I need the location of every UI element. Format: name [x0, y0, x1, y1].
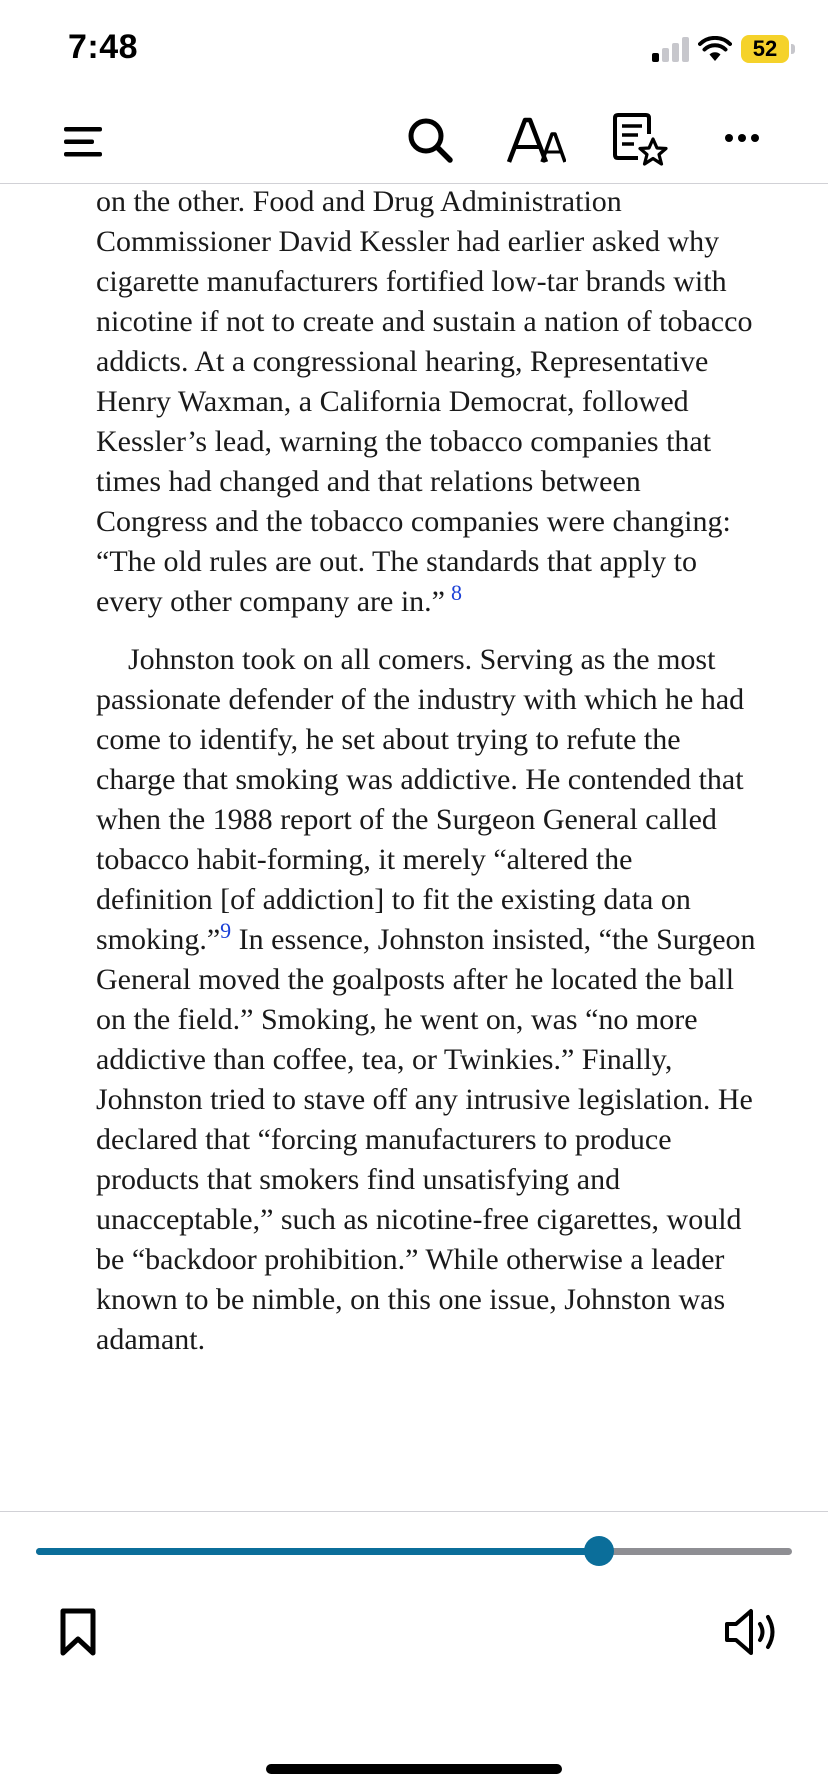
content-divider: [0, 1511, 828, 1512]
more-icon[interactable]: [722, 130, 762, 146]
reader-content[interactable]: [96, 182, 756, 1502]
paragraph: [96, 640, 756, 1360]
status-bar: [0, 0, 828, 100]
status-time: 7:48: [68, 28, 139, 66]
search-icon[interactable]: [406, 116, 454, 164]
font-size-icon[interactable]: [506, 114, 566, 166]
wifi-icon: [698, 36, 732, 62]
paragraph: [96, 182, 756, 622]
footnote-link[interactable]: 8: [451, 580, 462, 605]
paragraph-text: In essence, Johnston insisted, “the Surgeon General moved the goalposts after he located the ball on the field.” Smoking, he went on, was “no more addictive than coffee, tea, or Twinkies.” Finally, Johnston tried to stave off any intrusive legislation. He declared that “forcing manufacturers to produce products that smokers find unsatisfying and unacceptable,” such as nicotine-free cigarettes, would be “backdoor prohibition.” While otherwise a leader known to be nimble, on this one issue, Johnston was adamant.: [96, 923, 756, 1356]
progress-fill: [36, 1548, 599, 1555]
notes-icon[interactable]: [612, 112, 668, 168]
footnote-link[interactable]: 9: [220, 918, 232, 943]
home-indicator[interactable]: [266, 1764, 562, 1774]
battery-indicator: 52: [741, 35, 789, 63]
speaker-icon[interactable]: [724, 1606, 780, 1658]
reader-toolbar: [0, 100, 828, 184]
paragraph-text: on the other. Food and Drug Administration Commissioner David Kessler had earlier asked why cigarette manufacturers fortified low-tar brands with nicotine if not to create and sustain a nation of tobacco addicts. At a congressional hearing, Representative Henry Waxman, a California Democrat, followed Kessler’s lead, warning the tobacco companies that times had changed and that relations between Congress and the tobacco companies were changing: “The old rules are out. The standards that apply to every other company are in.”: [96, 185, 753, 618]
cellular-signal-icon: [652, 36, 690, 62]
menu-icon[interactable]: [62, 122, 104, 162]
battery-tip: [791, 44, 795, 54]
bookmark-icon[interactable]: [58, 1608, 98, 1656]
reading-progress-slider[interactable]: [36, 1548, 792, 1555]
paragraph-text: Johnston took on all comers. Serving as the most passionate defender of the industry with which he had come to identify, he set about trying to refute the charge that smoking was addictive. He contended that when the 1988 report of the Surgeon General called tobacco habit-forming, it merely “altered the definition [of addiction] to fit the existing data on smoking.”: [96, 643, 745, 956]
progress-thumb[interactable]: [584, 1536, 614, 1566]
